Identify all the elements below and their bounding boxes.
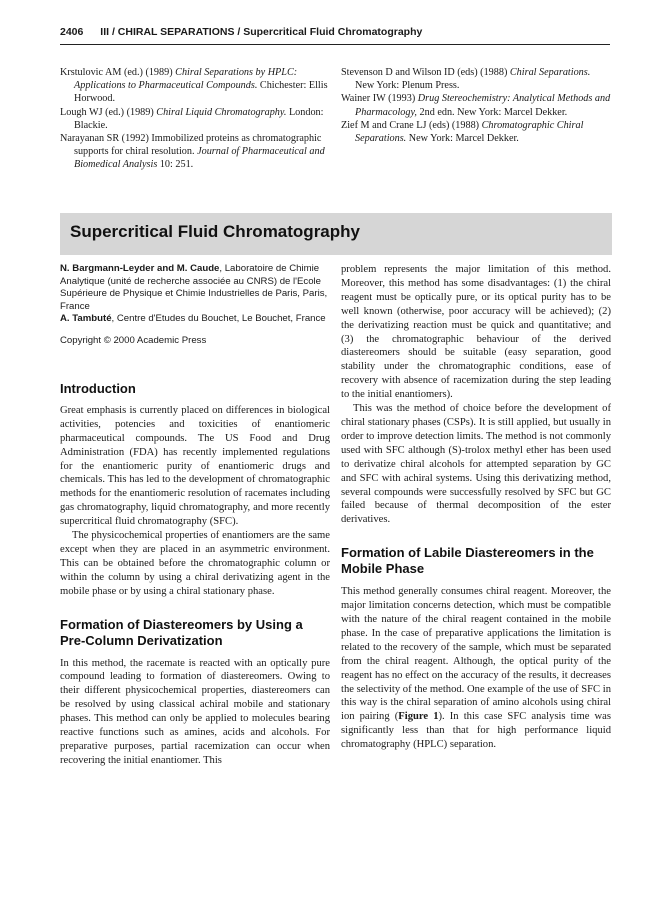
section-path: III / CHIRAL SEPARATIONS / Supercritical Fluid Chromatography: [100, 26, 423, 38]
reference-item: Zief M and Crane LJ (eds) (1988) Chromatographic Chiral Separations. New York: Marcel Dekker.: [341, 119, 584, 145]
heading-labile-diastereomers: Formation of Labile Diastereomers in the Mobile Phase: [341, 545, 594, 577]
running-header: [60, 26, 610, 42]
reference-item: Krstulovic AM (ed.) (1989) Chiral Separations by HPLC: Applications to Pharmaceutical Compounds. Chichester: Ellis Horwood.: [60, 67, 328, 105]
figure-reference[interactable]: Figure 1: [398, 711, 439, 723]
article-title: Supercritical Fluid Chromatography: [70, 222, 360, 241]
reference-item: Narayanan SR (1992) Immobilized proteins as chromatographic supports for chiral resolution. Journal of Pharmaceutical and Biomedical Analysis 10: 251.: [60, 133, 325, 171]
header-divider: [60, 44, 610, 45]
author-affiliation: [60, 263, 330, 326]
heading-pre-column-derivatization: Formation of Diastereomers by Using a Pre-Column Derivatization: [60, 616, 303, 648]
heading-introduction: Introduction: [60, 380, 136, 396]
author-names: A. Tambuté: [60, 313, 112, 325]
references-left: [60, 66, 328, 172]
paragraph: The physicochemical properties of enantiomers are the same except when they are placed in an asymmetric environment. This can be obtained before the chromatographic column or within the column by using a chiral derivatizing agent in the mobile phase or by using a chiral stationary phase.: [60, 530, 330, 597]
paragraph: Great emphasis is currently placed on differences in biological activities, potencies and toxicities of enantiomeric pharmaceutical compounds. The US Food and Drug Administration (FDA) has recently implemented regulations for the enantiomeric purity of enantiomeric drugs and chemicals. This has led to the development of chromatographic methods for the enantiomeric resolution of racemates including gas chromatography, liquid chromatography, and more recently supercritical fluid chromatography (SFC).: [60, 404, 330, 528]
copyright-notice: Copyright © 2000 Academic Press: [60, 334, 207, 346]
reference-item: Wainer IW (1993) Drug Stereochemistry: Analytical Methods and Pharmacology, 2nd edn. New York: Marcel Dekker.: [341, 93, 611, 118]
affiliation-text: , Centre d'Etudes du Bouchet, Le Bouchet, France: [111, 313, 326, 325]
left-column: [60, 263, 330, 768]
reference-item: Stevenson D and Wilson ID (eds) (1988) Chiral Separations. New York: Plenum Press.: [341, 67, 591, 92]
affiliation-text: , Laboratoire de Chimie Analytique (unité de recherche associée au CNRS) de l'Ecole Supérieure de Physique et Chimie Industrielles de Paris, Paris, France: [60, 263, 328, 312]
reference-item: Lough WJ (ed.) (1989) Chiral Liquid Chromatography. London: Blackie.: [60, 106, 324, 131]
paragraph: This method generally consumes chiral reagent. Moreover, the major limitation concerns detection, which must be compatible with the nature of the chiral reagent contained in the mobile phase. In the case of preparative applications the limitation is related to the recovery of the sample, which must be separated from the chiral reagent. Although, the optical purity of the reagent has no effect on the accuracy of the results, it decreases the selectivity of the method. One example of the use of SFC in this way is the chiral separation of amino alcohols using chiral ion pairing (Figure 1). In this case SFC analysis time was significantly less than that for high performance liquid chromatography (HPLC) separation.: [341, 586, 612, 751]
paragraph: This was the method of choice before the development of chiral stationary phases (CSPs). It is still applied, but usually in order to improve detection limits. The method is not commonly used with SFC although (S)-trolox methyl ether has been used to derivatize chiral alcohols for attempted separation by GC and SFC with achiral systems. Using this derivatizing method, several compounds were successfully resolved by SFC but GC failed because of thermal decomposition of the ester derivatives.: [341, 403, 611, 526]
page-number: 2406: [60, 26, 84, 38]
references-right: [341, 66, 611, 145]
paragraph: problem represents the major limitation of this method. Moreover, this method has some disadvantages: (1) the chiral reagent must be optically pure, or its optical purity has to be well known (otherwise, poor accuracy will be achieved); (2) the derivatizing reaction must be quick and quantitative; and (3) the chromatographic behaviour of the derived diastereomers should be suitable (easy separation, good stability under the chromatographic conditions, ease of recovery with absence of racemization during the step leading to the initial enantiomers).: [341, 264, 611, 401]
paragraph: In this method, the racemate is reacted with an optically pure compound leading to formation of diastereomers. Owing to their different physicochemical properties, diastereomers can be resolved by using classical achiral mobile and stationary phases. This method can only be applied to molecules bearing reactive functions such as amines, acids and alcohols. For preparative purposes, partial racemization can occur when recovering the initial enantiomer. This: [60, 657, 330, 766]
author-names: N. Bargmann-Leyder and M. Caude: [60, 263, 220, 274]
right-column: [341, 263, 611, 752]
